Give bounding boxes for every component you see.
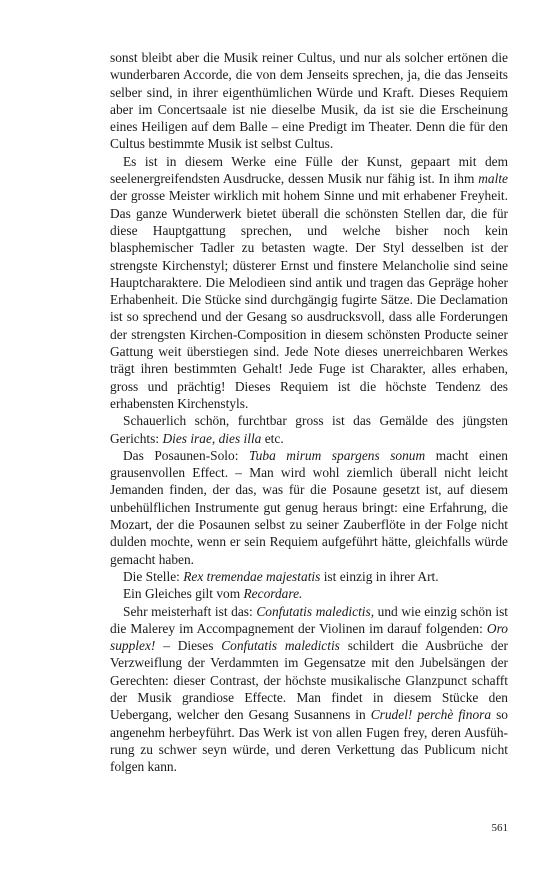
italic-phrase: Dies irae, dies illa — [162, 430, 262, 446]
text-run: und wie einzig schön ist die Malerey im Accompagnement der Violinen im darauf folgenden: — [110, 603, 509, 636]
text-run: schildert die Ausbrüche der Verzweiflung der Verdammten im Gegensatze mit den Jubelsängen der Gerechten: dieser Contrast, der höchste musikalische Glanzpunct schafft der Musik grandiose Effecte. Man findet in diesem Stücke den Uebergang, welcher den Gesang Susannens in — [110, 638, 508, 723]
italic-phrase: Confutatis maledictis, — [256, 603, 375, 619]
text-run: so angenehm herbeyführt. Das Werk ist von allen Fugen frey, deren Ausführung zu schwer seyn würde, und deren Verkettung das Publicum nicht folgen kann. — [110, 707, 508, 775]
body-text — [110, 49, 508, 775]
paragraph — [110, 153, 508, 412]
text-run: Die Stelle: — [123, 568, 184, 584]
text-run: etc. — [261, 430, 284, 446]
italic-phrase: malte — [478, 171, 508, 187]
italic-phrase: Confutatis maledictis — [221, 638, 340, 654]
italic-phrase: Crudel! perchè finora — [370, 707, 492, 723]
italic-phrase: Rex tremendae majestatis — [183, 568, 321, 584]
text-run: macht einen grausenvollen Effect. – Man wird wohl ziemlich überall nicht leicht Jemanden finden, der das, was für die Posaune gesetzt ist, auf diesem unbehülflichen Instrumente gut genug heraus bringt: eine Erfahrung, die Mozart, der die Posaunen selbst zu seiner Zauberflöte in der Folge nicht dulden mochte, wenn er sein Requiem aufgeführt hätte, gleichfalls würde gemacht haben. — [110, 447, 508, 567]
paragraph — [110, 49, 508, 153]
italic-phrase: Recordare. — [243, 586, 303, 602]
paragraph — [110, 412, 508, 447]
text-run: Das Posaunen-Solo: — [123, 447, 249, 463]
paragraph — [110, 603, 508, 776]
italic-phrase: Oro supplex! — [110, 620, 508, 654]
text-run: Es ist in diesem Werke eine Fülle der Kunst, gepaart mit dem seelenergreifendsten Ausdrucke, dessen Musik nur fähig ist. In ihm — [110, 153, 508, 187]
text-run: der grosse Meister wirklich mit hohem Sinne und mit erhabener Freyheit. Das ganze Wunderwerk bietet überall die schönsten Stellen dar, die für diese Hauptgattung sprechen, und welche bisher noch kein blasphemischer Tadler zu betasten wagte. Der Styl desselben ist der strengste Kirchenstyl; düsterer Ernst und finstere Melancholie sind seine Hauptcharaktere. Die Melodieen sind antik und tragen das Gepräge hoher Erhabenheit. Die Stücke sind durchgängig fugirte Sätze. Die Declamation ist so sprechend und der Gesang so ausdrucksvoll, dass alle Forderungen der strengsten Kirchen-Composition in diesem schönsten Producte seiner Gattung weit überstiegen sind. Jede Note dieses unerreichbaren Werkes trägt ihren bestimmten Gehalt! Jede Fuge ist Charakter, alles erhaben, gross und prächtig! Dieses Requiem ist die höchste Tendenz des erhabensten Kirchenstyls. — [110, 188, 508, 411]
text-run: Sehr meisterhaft ist das: — [123, 603, 257, 619]
paragraph — [110, 447, 508, 568]
text-run: – Dieses — [155, 638, 222, 654]
text-run: Schauerlich schön, furchtbar gross ist das Gemälde des jüngsten Gerichts: — [110, 413, 508, 446]
paragraph — [110, 585, 508, 602]
text-run: Ein Gleiches gilt vom — [123, 586, 244, 602]
text-run: sonst bleibt aber die Musik reiner Cultus, und nur als solcher ertönen die wunderbaren Accorde, die von dem Jenseits sprechen, ja, die das Jenseits selber sind, in ihrer eigenthümlichen Würde und Kraft. Dieses Requiem aber im Concertsaale ist nie dieselbe Musik, da ist sie die Erscheinung eines Heiligen auf dem Balle – eine Predigt im Theater. Denn die für den Cultus bestimmte Musik ist selbst Cultus. — [110, 50, 508, 152]
page-number: 561 — [491, 822, 508, 834]
paragraph — [110, 568, 508, 585]
italic-phrase: Tuba mirum spargens sonum — [248, 447, 426, 463]
text-run: ist einzig in ihrer Art. — [320, 568, 439, 584]
